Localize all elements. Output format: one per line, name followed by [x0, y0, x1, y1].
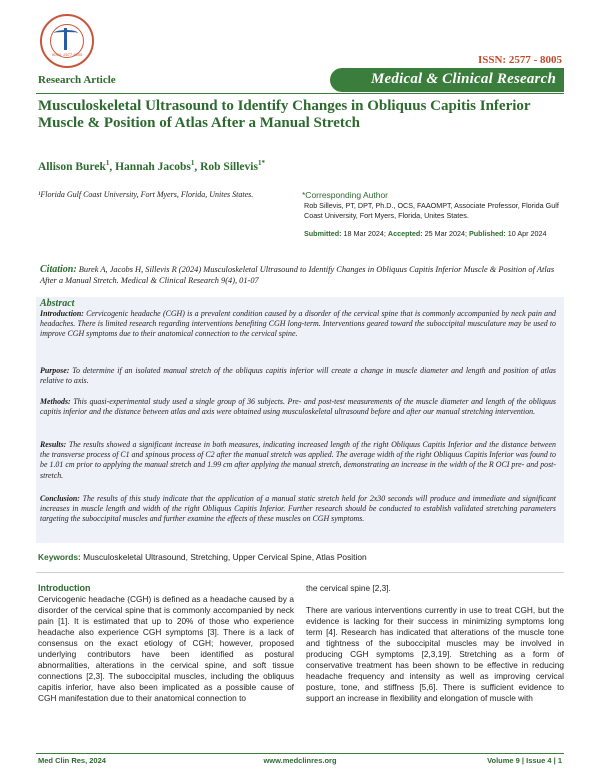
accepted-date: 25 Mar 2024; [424, 229, 467, 238]
journal-name: Medical & Clinical Research [371, 71, 556, 87]
journal-banner [330, 68, 564, 92]
author-affil-marker: 1* [257, 159, 265, 167]
abstract-purpose [40, 366, 556, 386]
abstract-introduction [40, 309, 556, 340]
footer-journal-abbrev: Med Clin Res, 2024 [38, 756, 106, 765]
abstract-methods [40, 397, 556, 417]
author-affil-marker: 1 [190, 159, 195, 167]
section-heading-introduction: Introduction [38, 583, 91, 593]
section-divider [36, 572, 564, 573]
author-list: Allison Burek$^1$, Hannah Jacobs$^1$, Rob Sillevis$^{1*}$ [38, 159, 265, 173]
corresponding-heading: *Corresponding Author [302, 190, 389, 200]
abstract-methods-text: This quasi-experimental study used a single group of 36 subjects. Pre- and post-test measurements of the muscle diameter and length of the obliquus capitis inferior and the distance between atlas and axis were obtained using musculoskeletal ultrasound before and after our manual stretching intervention. [40, 397, 556, 417]
body-column-left [38, 583, 294, 704]
footer-website-link[interactable]: www.medclinres.org [263, 756, 337, 765]
citation [38, 264, 564, 286]
abstract-intro-text: Cervicogenic headache (CGH) is a prevalent condition caused by a disorder of the cervical spine that is commonly accompanied by neck pain and headaches. There is limited research regarding interventions benefiting CGH long-term. Interventions geared toward the suboccipital musculature may be used to improve CGH symptoms due to their anatomical connection to the cervical spine. [40, 309, 556, 339]
author-name: Hannah Jacobs [115, 160, 191, 173]
keywords [38, 552, 367, 562]
accepted-label: Accepted: [387, 229, 423, 238]
abstract-purpose-label: Purpose: [40, 366, 70, 375]
submitted-date: 18 Mar 2024; [343, 229, 386, 238]
abstract-conclusion-label: Conclusion: [40, 494, 80, 503]
submitted-label: Submitted: [304, 229, 342, 238]
caduceus-staff-icon [64, 28, 67, 50]
footer-divider [36, 753, 564, 754]
publication-dates [304, 229, 547, 238]
abstract-heading: Abstract [40, 298, 75, 309]
abstract-results [40, 440, 556, 481]
abstract-conclusion [40, 494, 556, 525]
footer-volume-page: Volume 9 | Issue 4 | 1 [487, 756, 562, 765]
introduction-continuation: the cervical spine [2,3]. [306, 583, 391, 593]
abstract-results-label: Results: [40, 440, 67, 449]
abstract-conclusion-text: The results of this study indicate that the application of a manual static stretch held for 2x30 seconds will produce and immediate and significant increases in muscle length and width of the right Obliquus Capitis Inferior. Further research should be conducted to establish validated stretching parameters targeting the suboccipital muscles and further examine the effects of these muscles on CGH symptoms. [40, 494, 556, 524]
abstract-intro-label: Introduction: [40, 309, 84, 318]
paper-title: Musculoskeletal Ultrasound to Identify Changes in Obliquus Capitis Inferior Muscle & Position of Atlas After a Manual Stretch [38, 98, 531, 131]
author-name: Rob Sillevis [200, 160, 258, 173]
affiliation: ¹Florida Gulf Coast University, Fort Myers, Florida, Unites States. [38, 190, 254, 199]
published-label: Published: [469, 229, 506, 238]
header-divider [36, 93, 564, 94]
logo-issn-text: ISSN: 2577-8005 [51, 52, 83, 57]
keywords-label: Keywords: [38, 552, 81, 562]
author-name: Allison Burek [38, 160, 106, 173]
author-affil-marker: 1 [105, 159, 110, 167]
abstract-methods-label: Methods: [40, 397, 71, 406]
body-column-right [306, 583, 564, 704]
keywords-text: Musculoskeletal Ultrasound, Stretching, Upper Cervical Spine, Atlas Position [83, 552, 367, 562]
abstract-purpose-text: To determine if an isolated manual stretch of the obliquus capitis inferior will create a change in muscle diameter and length and position of atlas relative to axis. [40, 366, 556, 386]
introduction-paragraph: Cervicogenic headache (CGH) is defined as a headache caused by a disorder of the cervical spine that is commonly accompanied by neck pain [1]. It is estimated that up to 20% of those who experience headache also experience CGH symptoms [3]. There is a lack of consensus on the exact etiology of CGH; however, proposed underlying contributors have been identified as postural abnormalities, alterations in the cervical spine, and soft tissue connections [2,3]. The suboccipital muscles, including the obliquus capitis inferior, have also been implicated as a possible cause of CGH manifestation due to their anatomical connection to [38, 594, 294, 703]
introduction-paragraph-2: There are various interventions currently in use to treat CGH, but the evidence is lacking for their success in minimizing symptoms long term [4]. Research has indicated that alterations of the muscle tone and tightness of the suboccipital muscles may be involved in producing CGH symptoms [2,3,19]. Stretching as a form of conservative treatment has been shown to be effective in reducing headache frequency and intensity as well as improving cervical posture, tone, and stiffness [5,6]. There is sufficient evidence to support an increase in flexibility and elongation of muscle with [306, 605, 564, 703]
journal-logo [40, 14, 94, 68]
abstract-box [36, 297, 564, 543]
citation-label: Citation: [40, 264, 77, 275]
issn-number: ISSN: 2577 - 8005 [477, 54, 562, 66]
published-date: 10 Apr 2024 [507, 229, 547, 238]
abstract-results-text: The results showed a significant increase in both measures, indicating increased length of the right Obliquus Capitis Inferior and the distance between the transverse process of C1 and spinous process of C2 after the manual stretch was applied. The average width of the right Obliquus Capitis Inferior was found to be 1.01 cm prior to applying the manual stretch and 1.99 cm after applying the manual stretch, demonstrating an increase in the width of the R OCI pre- and post-stretch. [40, 440, 556, 480]
corresponding-details: Rob Sillevis, PT, DPT, Ph.D., OCS, FAAOMPT, Associate Professor, Florida Gulf Coast University, Fort Myers, Florida, Unites States. [304, 201, 559, 220]
citation-text: Burek A, Jacobs H, Sillevis R (2024) Musculoskeletal Ultrasound to Identify Changes in Obliquus Capitis Inferior Muscle & Position of Atlas After a Manual Stretch. Medical & Clinical Research 9(4), 01-07 [40, 265, 555, 285]
article-type: Research Article [38, 74, 116, 86]
